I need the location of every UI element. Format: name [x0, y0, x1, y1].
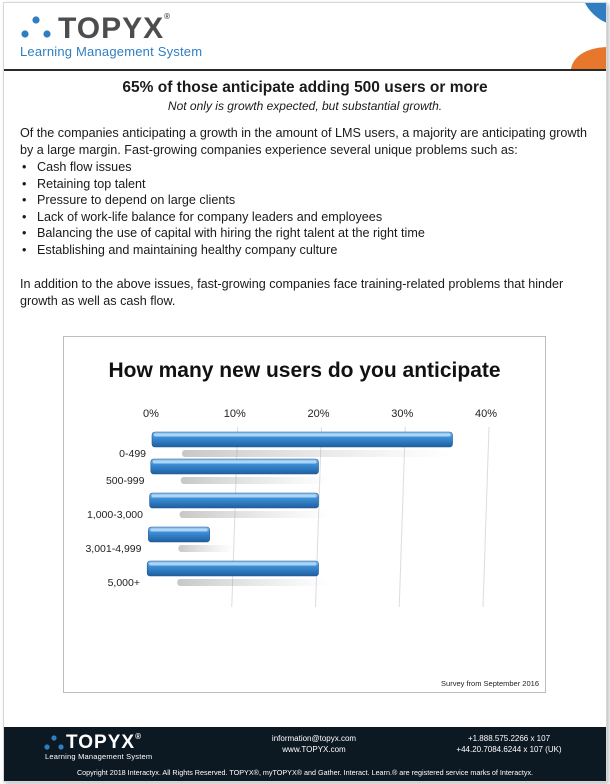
bar-highlight: [149, 563, 316, 566]
bar-shadow: [178, 545, 233, 552]
bar-shadow: [180, 511, 332, 518]
list-item: • Establishing and maintaining healthy company culture: [20, 242, 425, 259]
closing-paragraph: In addition to the above issues, fast-growing companies face training-related problems that hinder growth as well as cash flow.: [20, 277, 564, 308]
bar-highlight: [150, 529, 207, 532]
chart-note: Survey from September 2016: [441, 679, 539, 688]
gridline: [483, 427, 489, 607]
bar-highlight: [153, 461, 317, 464]
logo-dots-icon: [18, 13, 58, 43]
category-label: 1,000-3,000: [86, 509, 143, 521]
x-tick-label: 10%: [223, 408, 246, 420]
list-item: • Balancing the use of capital with hiring the right talent at the right time: [20, 225, 425, 242]
bar-chart: [63, 336, 546, 693]
page-subtitle: Not only is growth expected, but substantial growth.: [167, 99, 443, 113]
document-page: [3, 2, 607, 782]
footer-logo-dots-icon: [42, 733, 68, 753]
category-label: 0-499: [119, 448, 146, 460]
logo-tagline: Learning Management System: [20, 44, 203, 59]
chart-title: How many new users do you anticipate: [108, 359, 501, 382]
logo-wordmark: TOPYX®: [58, 12, 172, 45]
chart-plot: [64, 337, 545, 692]
footer-phone-uk: +44.20.7084.6244 x 107 (UK): [456, 745, 562, 754]
corner-decoration: [567, 3, 607, 73]
bar-shadow: [182, 450, 452, 457]
issues-list: [20, 159, 425, 258]
category-label: 500-999: [105, 475, 145, 487]
page-title: 65% of those anticipate adding 500 users or more: [122, 79, 488, 96]
footer: [4, 727, 606, 781]
bar-highlight: [154, 434, 451, 437]
bar-shadow: [181, 477, 332, 484]
bar-shadow: [177, 579, 331, 586]
x-tick-label: 30%: [391, 408, 414, 420]
header-divider: [4, 69, 606, 71]
footer-logo-tagline: Learning Management System: [45, 752, 153, 761]
x-tick-label: 0%: [143, 408, 159, 420]
intro-paragraph: Of the companies anticipating a growth in the amount of LMS users, a majority are anticipating growth by a large margin. Fast-growing companies experience several unique problems such as:: [20, 126, 588, 157]
category-label: 3,001-4,999: [85, 543, 142, 555]
footer-logo-wordmark: TOPYX®: [66, 732, 142, 753]
footer-phone-us: +1.888.575.2266 x 107: [467, 734, 551, 743]
footer-website-link[interactable]: www.TOPYX.com: [282, 745, 346, 754]
footer-copyright: Copyright 2018 Interactyx. All Rights Reserved. TOPYX®, myTOPYX® and Gather. Interact. Learn.® are registered service marks of Interactyx.: [76, 768, 534, 777]
footer-email-link[interactable]: information@topyx.com: [271, 734, 357, 743]
list-item: • Retaining top talent: [20, 176, 425, 193]
footer-contact: [244, 733, 384, 755]
bar-highlight: [152, 495, 317, 498]
footer-phone: [444, 733, 574, 755]
x-tick-label: 20%: [307, 408, 330, 420]
list-item: • Lack of work-life balance for company leaders and employees: [20, 209, 425, 226]
list-item: • Cash flow issues: [20, 159, 425, 176]
list-item: • Pressure to depend on large clients: [20, 192, 425, 209]
x-tick-label: 40%: [474, 408, 498, 420]
category-label: 5,000+: [107, 577, 140, 589]
